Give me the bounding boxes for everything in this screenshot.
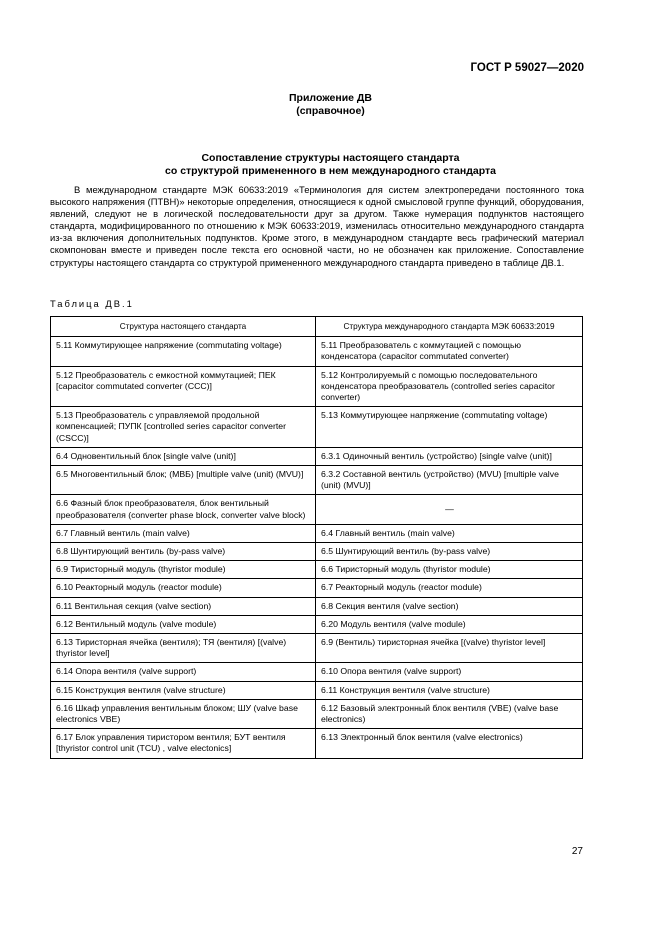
cell-international-standard: 6.20 Модуль вентиля (valve module) [316, 615, 583, 633]
cell-international-standard: 6.11 Конструкция вентиля (valve structure) [316, 681, 583, 699]
cell-this-standard: 6.13 Тиристорная ячейка (вентиля); ТЯ (вентиля) [(valve) thyristor level] [51, 634, 316, 663]
table-row [51, 561, 583, 579]
cell-international-standard: 6.3.1 Одиночный вентиль (устройство) [single valve (unit)] [316, 447, 583, 465]
cell-this-standard: 6.7 Главный вентиль (main valve) [51, 524, 316, 542]
document-header: ГОСТ Р 59027—2020 [470, 62, 584, 74]
cell-this-standard: 5.12 Преобразователь с емкостной коммутацией; ПЕК [capacitor commutated converter (CCC)] [51, 366, 316, 407]
table-row [51, 337, 583, 366]
cell-this-standard: 5.13 Преобразователь с управляемой продольной компенсацией; ПУПК [controlled series capacitor converter (CSCC)] [51, 407, 316, 448]
table-caption: Таблица ДВ.1 [50, 298, 134, 309]
cell-international-standard: 5.12 Контролируемый с помощью последовательного конденсатора преобразователь (controlled series capacitor converter) [316, 366, 583, 407]
cell-this-standard: 6.9 Тиристорный модуль (thyristor module) [51, 561, 316, 579]
cell-international-standard: — [316, 495, 583, 524]
table-row [51, 495, 583, 524]
table-row [51, 543, 583, 561]
cell-this-standard: 6.11 Вентильная секция (valve section) [51, 597, 316, 615]
cell-this-standard: 6.4 Одновентильный блок [single valve (unit)] [51, 447, 316, 465]
cell-international-standard: 6.9 (Вентиль) тиристорная ячейка [(valve) thyristor level] [316, 634, 583, 663]
cell-international-standard: 6.6 Тиристорный модуль (thyristor module) [316, 561, 583, 579]
table-row [51, 729, 583, 758]
column-header: Структура международного стандарта МЭК 60633:2019 [316, 317, 583, 337]
section-title [0, 152, 661, 178]
comparison-table [50, 316, 583, 759]
table-row [51, 579, 583, 597]
cell-this-standard: 6.6 Фазный блок преобразователя, блок вентильный преобразователя (converter phase block, converter valve block) [51, 495, 316, 524]
cell-this-standard: 6.8 Шунтирующий вентиль (by-pass valve) [51, 543, 316, 561]
table-row [51, 681, 583, 699]
cell-this-standard: 6.16 Шкаф управления вентильным блоком; ШУ (valve base electronics VBE) [51, 699, 316, 728]
table-row [51, 407, 583, 448]
cell-this-standard: 6.5 Многовентильный блок; (МВБ) [multiple valve (unit) (MVU)] [51, 466, 316, 495]
cell-this-standard: 6.14 Опора вентиля (valve support) [51, 663, 316, 681]
cell-this-standard: 6.15 Конструкция вентиля (valve structure) [51, 681, 316, 699]
intro-paragraph: В международном стандарте МЭК 60633:2019 «Терминология для систем электропередачи постоянного тока высокого напряжения (ПТВН)» некоторые определения, относящиеся к одной смысловой группе функций, оборудования, явлений, следуют не в логической последовательности друг за другом. Также нумерация подпунктов настоящего стандарта, модифицированного по отношению к МЭК 60633:2019, изменилась относительно международного стандарта из-за включения дополнительных подпунктов. Кроме этого, в международном стандарте весь графический материал скомпонован вместе и приведен после текста его основной части, но не обозначен как приложение. Сопоставление структуры настоящего стандарта со структурой примененного международного стандарта приведено в таблице ДВ.1. [50, 184, 584, 268]
intro-text [50, 184, 584, 269]
appendix-title: Приложение ДВ [289, 92, 372, 104]
cell-international-standard: 6.5 Шунтирующий вентиль (by-pass valve) [316, 543, 583, 561]
section-title-line2: со структурой примененного в нем международного стандарта [165, 165, 496, 177]
table-row [51, 699, 583, 728]
cell-this-standard: 6.12 Вентильный модуль (valve module) [51, 615, 316, 633]
cell-international-standard: 6.10 Опора вентиля (valve support) [316, 663, 583, 681]
cell-international-standard: 6.4 Главный вентиль (main valve) [316, 524, 583, 542]
table-row [51, 366, 583, 407]
page-number: 27 [571, 846, 583, 857]
column-header: Структура настоящего стандарта [51, 317, 316, 337]
table-row [51, 597, 583, 615]
table-header-row [51, 317, 583, 337]
cell-this-standard: 5.11 Коммутирующее напряжение (commutating voltage) [51, 337, 316, 366]
cell-international-standard: 6.3.2 Составной вентиль (устройство) (MVU) [multiple valve (unit) (MVU)] [316, 466, 583, 495]
section-title-line1: Сопоставление структуры настоящего стандарта [201, 152, 460, 164]
cell-this-standard: 6.10 Реакторный модуль (reactor module) [51, 579, 316, 597]
cell-international-standard: 6.7 Реакторный модуль (reactor module) [316, 579, 583, 597]
cell-this-standard: 6.17 Блок управления тиристором вентиля; БУТ вентиля [thyristor control unit (TCU) , valve electonics] [51, 729, 316, 758]
cell-international-standard: 6.8 Секция вентиля (valve section) [316, 597, 583, 615]
table-row [51, 466, 583, 495]
table-row [51, 663, 583, 681]
cell-international-standard: 6.12 Базовый электронный блок вентиля (VBE) (valve base electronics) [316, 699, 583, 728]
appendix-heading [0, 92, 661, 118]
table-row [51, 634, 583, 663]
table-row [51, 524, 583, 542]
cell-international-standard: 6.13 Электронный блок вентиля (valve electronics) [316, 729, 583, 758]
cell-international-standard: 5.13 Коммутирующее напряжение (commutating voltage) [316, 407, 583, 448]
cell-international-standard: 5.11 Преобразователь с коммутацией с помощью конденсатора (capacitor commutated converter) [316, 337, 583, 366]
table-row [51, 615, 583, 633]
table-row [51, 447, 583, 465]
appendix-subtitle: (справочное) [296, 105, 365, 117]
